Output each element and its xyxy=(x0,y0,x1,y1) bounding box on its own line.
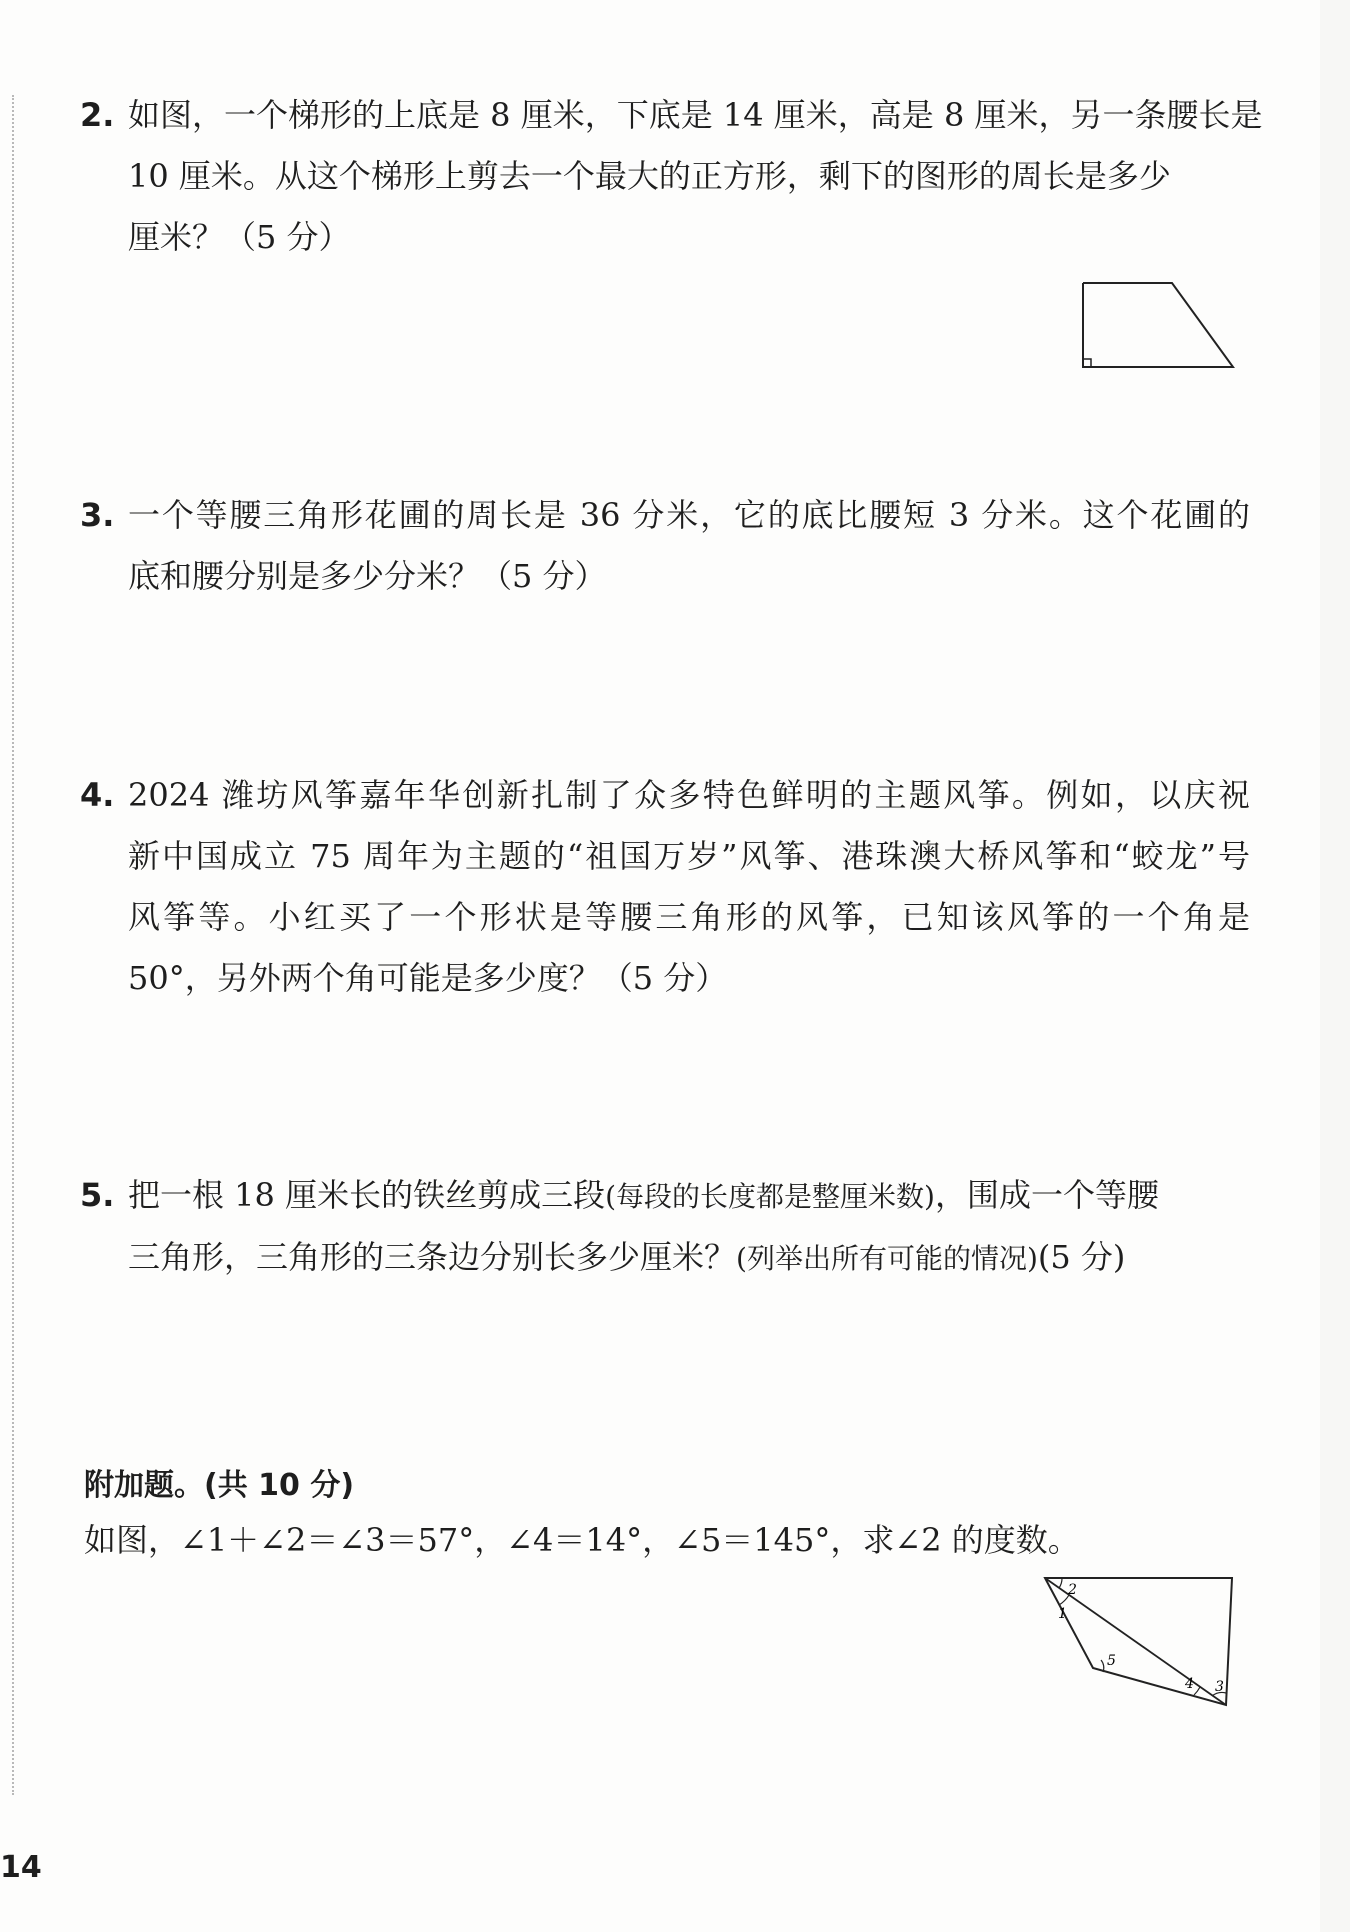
angle-5-label: 5 xyxy=(1107,1653,1116,1669)
question-line: 50°，另外两个角可能是多少度？（5 分） xyxy=(128,959,728,997)
page-number: 14 xyxy=(0,1850,42,1885)
question-line xyxy=(80,1165,1250,1227)
question-number: 2. xyxy=(80,96,115,134)
question-number: 5. xyxy=(80,1176,115,1214)
angle-figure xyxy=(1040,1575,1240,1725)
question-2 xyxy=(80,85,1263,268)
question-line: 风筝等。小红买了一个形状是等腰三角形的风筝，已知该风筝的一个角是 xyxy=(128,898,1250,936)
binding-margin-line xyxy=(12,95,14,1795)
angle-4-label: 4 xyxy=(1185,1676,1194,1692)
question-line: 如图，一个梯形的上底是 8 厘米，下底是 14 厘米，高是 8 厘米，另一条腰长是 xyxy=(128,96,1263,134)
question-line: 新中国成立 75 周年为主题的“祖国万岁”风筝、港珠澳大桥风筝和“蛟龙”号 xyxy=(128,837,1250,875)
bonus-question: 如图，∠1＋∠2＝∠3＝57°，∠4＝14°，∠5＝145°，求∠2 的度数。 xyxy=(84,1521,1080,1559)
question-note: (每段的长度都是整厘米数) xyxy=(605,1180,935,1213)
question-line: 底和腰分别是多少分米？（5 分） xyxy=(128,557,607,595)
bonus-title: 附加题。(共 10 分) xyxy=(84,1468,355,1503)
trapezoid-figure xyxy=(1080,280,1240,370)
question-text: ，围成一个等腰 xyxy=(934,1176,1159,1214)
question-3 xyxy=(80,485,1250,607)
question-5 xyxy=(80,1165,1250,1289)
question-text: (5 分) xyxy=(1037,1238,1126,1276)
question-text: 把一根 18 厘米长的铁丝剪成三段 xyxy=(128,1176,606,1214)
question-note: (列举出所有可能的情况) xyxy=(736,1242,1038,1275)
question-line: 厘米？（5 分） xyxy=(128,218,351,256)
question-text: 三角形，三角形的三条边分别长多少厘米？ xyxy=(128,1238,737,1276)
question-line: 2024 潍坊风筝嘉年华创新扎制了众多特色鲜明的主题风筝。例如，以庆祝 xyxy=(128,776,1250,814)
angle-2-label: 2 xyxy=(1068,1582,1077,1598)
question-4 xyxy=(80,765,1250,1009)
question-line: 10 厘米。从这个梯形上剪去一个最大的正方形，剩下的图形的周长是多少 xyxy=(128,157,1171,195)
question-line: 一个等腰三角形花圃的周长是 36 分米，它的底比腰短 3 分米。这个花圃的 xyxy=(128,496,1250,534)
question-number: 3. xyxy=(80,496,115,534)
question-number: 4. xyxy=(80,776,115,814)
angle-3-label: 3 xyxy=(1215,1679,1224,1695)
angle-1-label: 1 xyxy=(1058,1606,1067,1622)
question-line xyxy=(80,1227,1250,1289)
